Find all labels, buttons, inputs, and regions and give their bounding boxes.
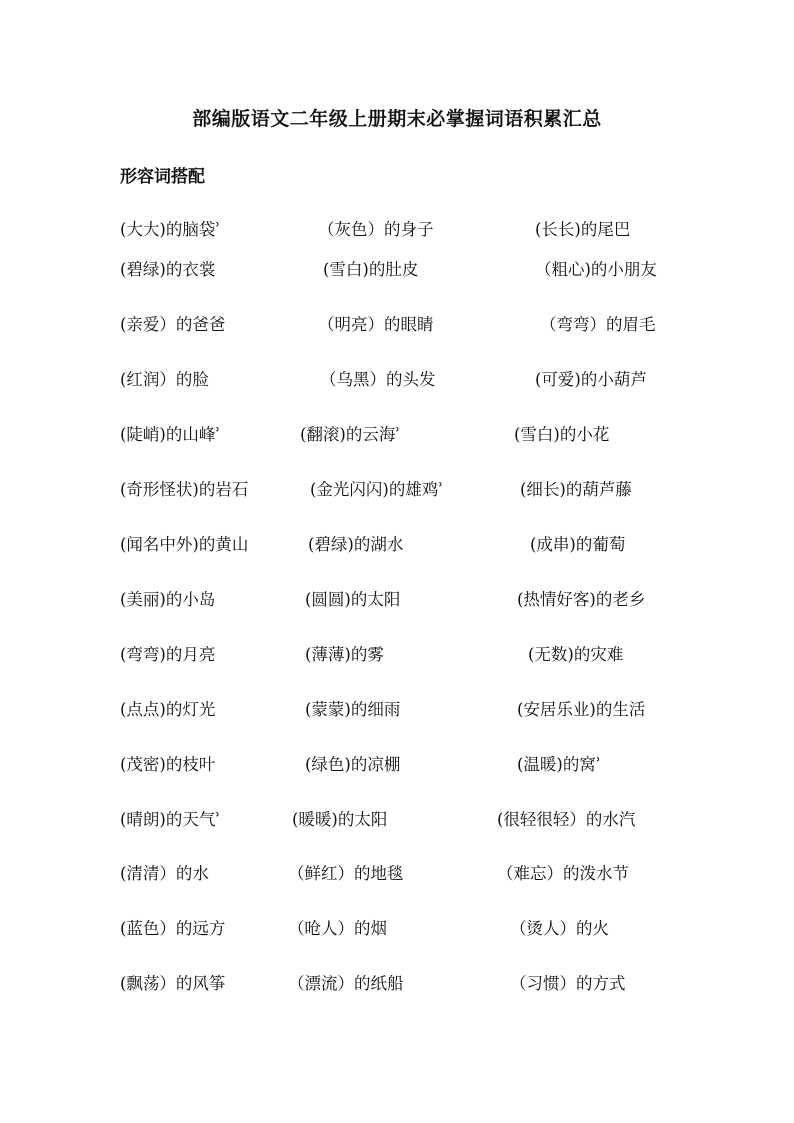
phrase-item: (绿色)的凉棚	[305, 755, 401, 774]
phrase-item: (美丽)的小岛	[120, 590, 216, 609]
section-heading: 形容词搭配	[120, 167, 205, 187]
phrase-item: (飘荡）的风筝	[120, 974, 226, 993]
phrase-item: （灰色）的身子	[318, 220, 434, 239]
phrase-row	[0, 698, 794, 722]
phrase-item: (点点)的灯光	[120, 700, 216, 719]
phrase-item: (长长)的尾巴	[535, 220, 631, 239]
phrase-item: (雪白)的肚皮	[323, 260, 419, 279]
phrase-row	[0, 753, 794, 777]
phrase-item: （弯弯）的眉毛	[540, 315, 656, 334]
phrase-row	[0, 478, 794, 502]
phrase-item: (薄薄)的雾	[305, 645, 384, 664]
phrase-item: (亲爱）的爸爸	[120, 315, 226, 334]
phrase-row	[0, 423, 794, 447]
phrase-row	[0, 808, 794, 832]
phrase-item: （难忘）的泼水节	[497, 864, 629, 883]
phrase-item: (暖暖)的太阳	[292, 810, 388, 829]
phrase-item: (清清）的水	[120, 864, 209, 883]
phrase-row	[0, 533, 794, 557]
phrase-row	[0, 972, 794, 996]
phrase-item: (大大)的脑袋ʾ	[120, 220, 221, 239]
phrase-item: (陡峭)的山峰ʾ	[120, 425, 221, 444]
phrase-item: (雪白)的小花	[514, 425, 610, 444]
phrase-item: (碧绿)的衣裳	[120, 260, 216, 279]
phrase-item: （鲜红）的地毯	[288, 864, 404, 883]
phrase-item: （烫人）的火	[510, 919, 609, 938]
phrase-item: (蓝色）的远方	[120, 919, 226, 938]
phrase-item: (碧绿)的湖水	[308, 535, 404, 554]
phrase-row	[0, 917, 794, 941]
phrase-item: （呛人）的烟	[288, 919, 387, 938]
phrase-row	[0, 862, 794, 886]
phrase-row	[0, 218, 794, 242]
page-title: 部编版语文二年级上册期末必掌握词语积累汇总	[192, 108, 602, 130]
phrase-item: (可爱)的小葫芦	[535, 370, 647, 389]
phrase-item: (红润）的脸	[120, 370, 209, 389]
phrase-item: （乌黑）的头发	[320, 370, 436, 389]
phrase-item: (温暖)的窝ʾ	[517, 755, 601, 774]
phrase-item: (无数)的灾难	[528, 645, 624, 664]
phrase-item: （粗心)的小朋友	[535, 260, 657, 279]
phrase-item: (圆圆)的太阳	[305, 590, 401, 609]
phrase-row	[0, 368, 794, 392]
phrase-item: (热情好客)的老乡	[517, 590, 646, 609]
phrase-item: (茂密)的枝叶	[120, 755, 216, 774]
phrase-item: （明亮）的眼睛	[318, 315, 434, 334]
phrase-item: (安居乐业)的生活	[517, 700, 646, 719]
phrase-item: (金光闪闪)的雄鸡ʾ	[310, 480, 444, 499]
phrase-item: (很轻很轻）的水汽	[497, 810, 636, 829]
phrase-item: (奇形怪状)的岩石	[120, 480, 249, 499]
phrase-item: (弯弯)的月亮	[120, 645, 216, 664]
phrase-row	[0, 588, 794, 612]
phrase-item: （漂流）的纸船	[288, 974, 404, 993]
phrase-item: (闻名中外)的黄山	[120, 535, 249, 554]
phrase-item: (翻滚)的云海ʾ	[300, 425, 401, 444]
phrase-item: (晴朗)的天气ʾ	[120, 810, 221, 829]
phrase-item: (细长)的葫芦藤	[520, 480, 632, 499]
phrase-row	[0, 258, 794, 282]
phrase-row	[0, 643, 794, 667]
phrase-item: (成串)的葡萄	[530, 535, 626, 554]
phrase-row	[0, 313, 794, 337]
phrase-item: (蒙蒙)的细雨	[305, 700, 401, 719]
phrase-item: （习惯）的方式	[510, 974, 626, 993]
